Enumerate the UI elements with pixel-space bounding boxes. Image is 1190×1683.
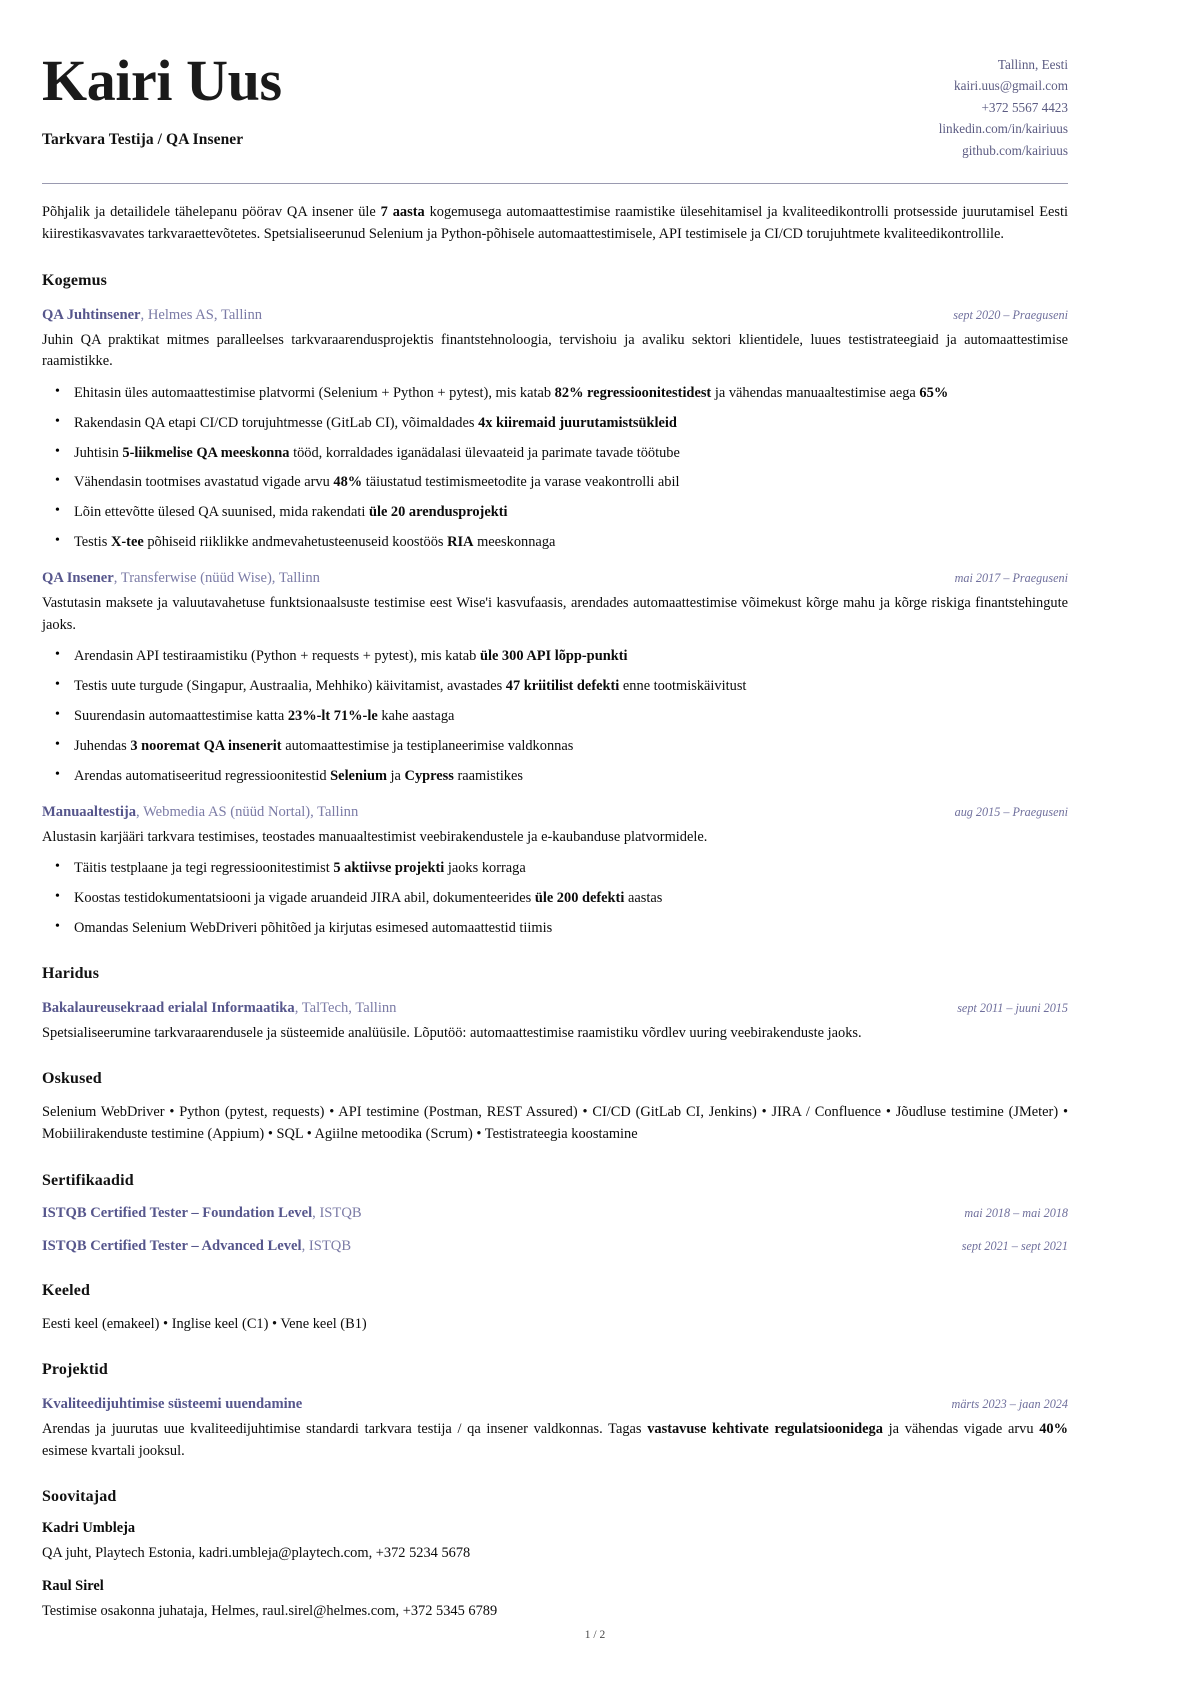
experience-description: Vastutasin maksete ja valuutavahetuse funktsionaalsuste testimise eest Wise'i kasvufaasis, arendades automaattestimise võimekust kõrge mahu ja kõrge riskiga finantstehingute jaoks.: [42, 595, 1068, 633]
section-experience: [42, 272, 1068, 939]
contact-block: [939, 44, 1068, 161]
project-description: Arendas ja juurutas uue kvaliteedijuhtimise standardi tarkvara testija / qa insener valdkonnas. Tagas vastavuse kehtivate regulatsioonidega ja vähendas vigade arvu 40% esimese kvartali jooksul.: [42, 1421, 1068, 1459]
experience-date: sept 2020 – Praeguseni: [953, 307, 1068, 322]
contact-location: Tallinn, Eesti: [997, 57, 1068, 72]
experience-bullets: [42, 646, 1068, 786]
experience-bullets: [42, 383, 1068, 553]
section-title-education: Haridus: [42, 964, 100, 982]
reference-entry: [42, 1578, 1068, 1622]
resume-header: [42, 38, 1068, 161]
list-item: • Ehitasin üles automaattestimise platvormi (Selenium + Python + pytest), mis katab 82% regressioonitestidest ja vähendas manuaaltestimise aega 65%: [72, 383, 1068, 404]
certificate-name: ISTQB Certified Tester – Foundation Level: [42, 1204, 313, 1221]
list-item: • Rakendasin QA etapi CI/CD torujuhtmesse (GitLab CI), võimaldades 4x kiiremaid juurutamistsükleid: [72, 413, 1068, 434]
page-footer: [0, 1629, 1190, 1641]
certificate-entry: [42, 1237, 1068, 1256]
experience-entry-head: [42, 803, 1068, 822]
experience-company: , Helmes AS, Tallinn: [140, 306, 263, 323]
experience-entry-head: [42, 569, 1068, 588]
section-title-skills: Oskused: [42, 1070, 102, 1088]
project-title: [42, 1395, 302, 1414]
header-divider: [42, 183, 1068, 184]
education-degree: Bakalaureusekraad erialal Informaatika: [42, 999, 295, 1016]
education-date: sept 2011 – juuni 2015: [957, 1000, 1068, 1015]
project-entry-head: [42, 1395, 1068, 1414]
certificate-title: [42, 1204, 362, 1223]
project-date: märts 2023 – jaan 2024: [951, 1397, 1068, 1412]
experience-bullets: [42, 858, 1068, 939]
reference-entry: [42, 1520, 1068, 1564]
reference-detail: QA juht, Playtech Estonia, kadri.umbleja@playtech.com, +372 5234 5678: [42, 1545, 471, 1562]
candidate-name: Kairi Uus: [42, 48, 282, 113]
education-entry: [42, 999, 1068, 1045]
section-projects: [42, 1361, 1068, 1462]
header-identity: [42, 44, 282, 149]
experience-date: aug 2015 – Praeguseni: [954, 804, 1068, 819]
experience-description: Alustasin karjääri tarkvara testimises, teostades manuaaltestimist veebirakendustele ja e-kaubanduse platvormidele.: [42, 828, 708, 845]
page-number: 1 / 2: [584, 1629, 606, 1641]
experience-entry: [42, 803, 1068, 939]
list-item: • Suurendasin automaattestimise katta 23%-lt 71%-le kahe aastaga: [72, 706, 1068, 727]
experience-company: , Transferwise (nüüd Wise), Tallinn: [113, 570, 320, 587]
section-certificates: [42, 1172, 1068, 1256]
experience-title: [42, 569, 320, 588]
contact-linkedin[interactable]: linkedin.com/in/kairiuus: [938, 121, 1068, 137]
section-languages: [42, 1282, 1068, 1336]
experience-description: Juhin QA praktikat mitmes paralleelses tarkvaraarendusprojektis finantstehnoloogia, tervishoiu ja avaliku sektori klientidele, luues testistrateegiaid ja automaattestimise raamistikke.: [42, 331, 1068, 370]
experience-title: [42, 803, 358, 822]
list-item: • Vähendasin tootmises avastatud vigade arvu 48% täiustatud testimismeetodite ja varase veakontrolli abil: [72, 472, 1068, 493]
education-entry-head: [42, 999, 1068, 1018]
reference-name: Kadri Umbleja: [42, 1520, 136, 1537]
certificate-date: sept 2021 – sept 2021: [961, 1238, 1068, 1253]
project-entry: [42, 1395, 1068, 1462]
candidate-headline: Tarkvara Testija / QA Insener: [42, 131, 244, 149]
experience-company: , Webmedia AS (nüüd Nortal), Tallinn: [136, 803, 359, 820]
experience-role: QA Insener: [42, 570, 114, 587]
list-item: • Testis X-tee põhiseid riiklikke andmevahetusteenuseid koostöös RIA meeskonnaga: [72, 532, 1068, 553]
skills-list: Selenium WebDriver • Python (pytest, requests) • API testimine (Postman, REST Assured) • CI/CD (GitLab CI, Jenkins) • JIRA / Confluence • Jõudluse testimine (JMeter) • Mobiilirakenduste testimine (Appium) • SQL • Agiilne metoodika (Scrum) • Testistrateegia koostamine: [42, 1104, 1068, 1143]
list-item: • Täitis testplaane ja tegi regressioonitestimist 5 aktiivse projekti jaoks korraga: [72, 858, 1068, 879]
contact-phone[interactable]: +372 5567 4423: [981, 99, 1068, 115]
section-title-languages: Keeled: [42, 1281, 90, 1299]
section-skills: [42, 1070, 1068, 1145]
reference-detail: Testimise osakonna juhataja, Helmes, raul.sirel@helmes.com, +372 5345 6789: [42, 1603, 498, 1620]
experience-date: mai 2017 – Praeguseni: [954, 571, 1068, 586]
list-item: • Lõin ettevõtte ülesed QA suunised, mida rakendati üle 20 arendusprojekti: [72, 502, 1068, 523]
list-item: • Juhendas 3 nooremat QA insenerit automaattestimise ja testiplaneerimise valdkonnas: [72, 736, 1068, 757]
list-item: • Koostas testidokumentatsiooni ja vigade aruandeid JIRA abil, dokumenteerides üle 200 defekti aastas: [72, 888, 1068, 909]
section-title-experience: Kogemus: [42, 271, 108, 289]
section-title-references: Soovitajad: [42, 1488, 117, 1506]
section-education: [42, 965, 1068, 1045]
section-references: [42, 1488, 1068, 1622]
experience-entry: [42, 306, 1068, 553]
certificate-name: ISTQB Certified Tester – Advanced Level: [42, 1237, 302, 1254]
certificate-issuer: , ISTQB: [301, 1237, 352, 1254]
section-title-projects: Projektid: [42, 1361, 108, 1379]
certificate-date: mai 2018 – mai 2018: [964, 1205, 1068, 1220]
experience-entry: [42, 569, 1068, 787]
contact-github[interactable]: github.com/kairiuus: [962, 142, 1068, 158]
certificate-issuer: , ISTQB: [312, 1204, 362, 1221]
experience-role: Manuaaltestija: [42, 803, 137, 820]
list-item: • Testis uute turgude (Singapur, Austraalia, Mehhiko) käivitamist, avastades 47 kriitilist defekti enne tootmiskäivitust: [72, 676, 1068, 697]
experience-entry-head: [42, 306, 1068, 325]
reference-name: Raul Sirel: [42, 1578, 104, 1595]
education-title: [42, 999, 396, 1018]
education-school: , TalTech, Tallinn: [294, 999, 397, 1016]
list-item: • Juhtisin 5-liikmelise QA meeskonna tööd, korraldades iganädalasi ülevaateid ja parimate tavade töötube: [72, 443, 1068, 464]
project-name: Kvaliteedijuhtimise süsteemi uuendamine: [42, 1396, 303, 1413]
list-item: • Omandas Selenium WebDriveri põhitõed ja kirjutas esimesed automaattestid tiimis: [72, 918, 1068, 939]
languages-list: Eesti keel (emakeel) • Inglise keel (C1) • Vene keel (B1): [42, 1315, 367, 1332]
contact-email[interactable]: kairi.uus@gmail.com: [954, 78, 1068, 94]
list-item: • Arendasin API testiraamistiku (Python + requests + pytest), mis katab üle 300 API lõpp-punkti: [72, 646, 1068, 667]
certificate-entry: [42, 1204, 1068, 1223]
section-title-certificates: Sertifikaadid: [42, 1171, 134, 1189]
experience-title: [42, 306, 262, 325]
professional-summary: Põhjalik ja detailidele tähelepanu pöörav QA insener üle 7 aasta kogemusega automaattestimise raamistike ülesehitamisel ja kvaliteedikontrolli protsesside juurutamisel Eesti kiirestikasvavates tarkvaraettevõtetes. Spetsialiseerunud Selenium ja Python-põhisele automaattestimisele, API testimisele ja CI/CD torujuhtmete kvaliteedikontrollile.: [42, 203, 1068, 242]
education-description: Spetsialiseerumine tarkvaraarendusele ja süsteemide analüüsile. Lõputöö: automaattestimise raamistiku võrdlev uuring veebirakenduste jaoks.: [42, 1024, 862, 1041]
list-item: • Arendas automatiseeritud regressioonitestid Selenium ja Cypress raamistikes: [72, 766, 1068, 787]
certificate-title: [42, 1237, 351, 1256]
experience-role: QA Juhtinsener: [42, 306, 141, 323]
